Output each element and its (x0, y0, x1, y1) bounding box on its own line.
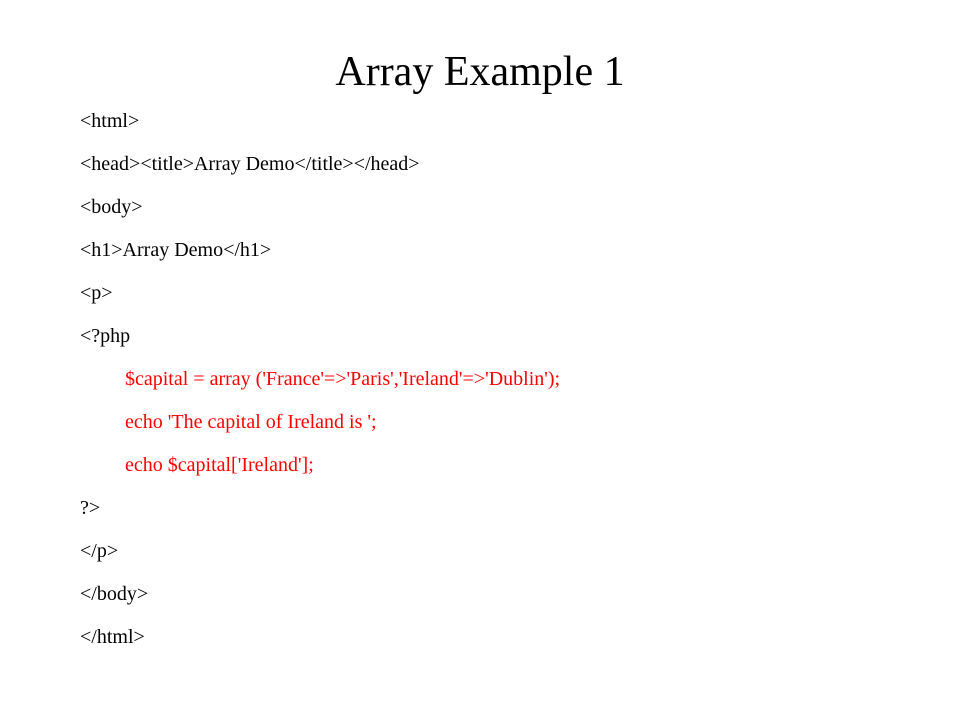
code-line-head: <head><title>Array Demo</title></head> (80, 153, 420, 175)
code-line-echo-capital: echo $capital['Ireland']; (125, 454, 314, 476)
code-line-p-close: </p> (80, 540, 119, 562)
code-line-html-open: <html> (80, 110, 140, 132)
slide-title: Array Example 1 (335, 49, 625, 95)
code-line-p-open: <p> (80, 282, 113, 304)
code-line-php-open: <?php (80, 325, 131, 347)
code-line-h1: <h1>Array Demo</h1> (80, 239, 272, 261)
code-line-html-close: </html> (80, 626, 145, 648)
code-line-array-assignment: $capital = array ('France'=>'Paris','Ireland'=>'Dublin'); (125, 368, 561, 390)
code-line-body-open: <body> (80, 196, 143, 218)
code-line-echo-text: echo 'The capital of Ireland is '; (125, 411, 377, 433)
code-line-php-close: ?> (80, 497, 101, 519)
code-line-body-close: </body> (80, 583, 149, 605)
code-listing (80, 100, 940, 659)
